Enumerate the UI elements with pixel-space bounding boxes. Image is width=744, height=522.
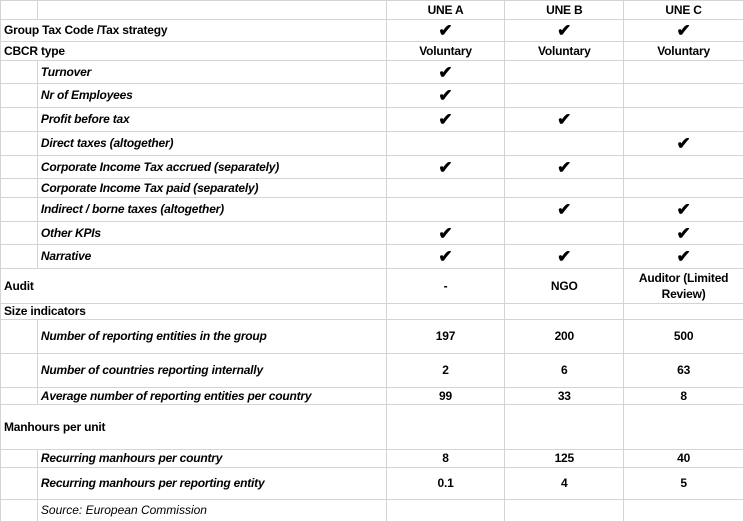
cell-value: 200	[505, 320, 624, 354]
cell-indent	[1, 500, 38, 522]
table-row-narrative	[1, 245, 744, 269]
checkmark-icon: ✔	[505, 156, 624, 179]
cell-empty	[386, 179, 505, 198]
cell-indent	[1, 354, 38, 388]
cell-value: Voluntary	[624, 42, 744, 61]
table-row-countries	[1, 354, 744, 388]
table-row-reporting-entities	[1, 320, 744, 354]
cell-value: Voluntary	[505, 42, 624, 61]
cell-indent	[1, 61, 38, 84]
cell-value: 2	[386, 354, 505, 388]
row-label-mh-country: Recurring manhours per country	[37, 450, 386, 468]
table-row-profit	[1, 108, 744, 132]
section-heading-size-indicators: Size indicators	[1, 304, 387, 320]
row-label-mh-entity: Recurring manhours per reporting entity	[37, 468, 386, 500]
cell-empty	[505, 61, 624, 84]
checkmark-icon: ✔	[386, 84, 505, 108]
cell-empty	[505, 222, 624, 245]
checkmark-icon: ✔	[505, 245, 624, 269]
table-row-source	[1, 500, 744, 522]
table-row-manhours	[1, 405, 744, 450]
table-row-mh-country	[1, 450, 744, 468]
header-row	[1, 1, 744, 20]
row-label-reporting-entities: Number of reporting entities in the group	[37, 320, 386, 354]
table-row-other-kpis	[1, 222, 744, 245]
cell-empty	[624, 156, 744, 179]
table-row-size-indicators	[1, 304, 744, 320]
checkmark-icon: ✔	[386, 108, 505, 132]
cell-value: 125	[505, 450, 624, 468]
cell-value: 63	[624, 354, 744, 388]
row-label-direct-taxes: Direct taxes (altogether)	[37, 132, 386, 156]
column-header-une-a: UNE A	[386, 1, 505, 20]
cell-value: Auditor (Limited Review)	[624, 269, 744, 304]
cell-value: 4	[505, 468, 624, 500]
table-row-turnover	[1, 61, 744, 84]
cell-indent	[1, 156, 38, 179]
cell-value: 33	[505, 388, 624, 405]
row-label-turnover: Turnover	[37, 61, 386, 84]
table-row-avg-entities	[1, 388, 744, 405]
cell-indent	[1, 222, 38, 245]
cell-indent	[1, 84, 38, 108]
cell-indent	[1, 388, 38, 405]
cell-indent	[1, 468, 38, 500]
cell-blank	[37, 1, 386, 20]
row-label-cit-paid: Corporate Income Tax paid (separately)	[37, 179, 386, 198]
cell-empty	[505, 132, 624, 156]
cell-empty	[386, 132, 505, 156]
cell-empty	[386, 405, 505, 450]
row-label-other-kpis: Other KPIs	[37, 222, 386, 245]
row-label-avg-entities: Average number of reporting entities per country	[37, 388, 386, 405]
cell-empty	[505, 405, 624, 450]
table-row-indirect-taxes	[1, 198, 744, 222]
row-label-employees: Nr of Employees	[37, 84, 386, 108]
cell-empty	[505, 84, 624, 108]
row-label-indirect-taxes: Indirect / borne taxes (altogether)	[37, 198, 386, 222]
table-row-cit-accrued	[1, 156, 744, 179]
cell-empty	[624, 500, 744, 522]
cell-value: -	[386, 269, 505, 304]
cell-value: 500	[624, 320, 744, 354]
cell-indent	[1, 320, 38, 354]
checkmark-icon: ✔	[505, 20, 624, 42]
cell-empty	[624, 61, 744, 84]
cell-indent	[1, 108, 38, 132]
cell-value: 6	[505, 354, 624, 388]
checkmark-icon: ✔	[624, 198, 744, 222]
row-label-cbcr-type: CBCR type	[1, 42, 387, 61]
checkmark-icon: ✔	[386, 245, 505, 269]
checkmark-icon: ✔	[386, 20, 505, 42]
table-row-cit-paid	[1, 179, 744, 198]
checkmark-icon: ✔	[386, 222, 505, 245]
cell-empty	[624, 405, 744, 450]
table-row-direct-taxes	[1, 132, 744, 156]
cell-empty	[624, 84, 744, 108]
column-header-une-b: UNE B	[505, 1, 624, 20]
checkmark-icon: ✔	[505, 108, 624, 132]
column-header-une-c: UNE C	[624, 1, 744, 20]
cell-empty	[386, 500, 505, 522]
table-row-cbcr-type	[1, 42, 744, 61]
checkmark-icon: ✔	[505, 198, 624, 222]
source-note: Source: European Commission	[37, 500, 386, 522]
cell-empty	[624, 108, 744, 132]
cell-empty	[386, 304, 505, 320]
checkmark-icon: ✔	[624, 20, 744, 42]
row-label-cit-accrued: Corporate Income Tax accrued (separately)	[37, 156, 386, 179]
checkmark-icon: ✔	[624, 245, 744, 269]
checkmark-icon: ✔	[386, 61, 505, 84]
cell-indent	[1, 132, 38, 156]
checkmark-icon: ✔	[624, 222, 744, 245]
cell-value: Voluntary	[386, 42, 505, 61]
row-label-narrative: Narrative	[37, 245, 386, 269]
cell-indent	[1, 179, 38, 198]
row-label-audit: Audit	[1, 269, 387, 304]
cell-empty	[505, 179, 624, 198]
cell-empty	[624, 304, 744, 320]
checkmark-icon: ✔	[386, 156, 505, 179]
cell-empty	[386, 198, 505, 222]
checkmark-icon: ✔	[624, 132, 744, 156]
row-label-group-tax: Group Tax Code /Tax strategy	[1, 20, 387, 42]
cell-value: 40	[624, 450, 744, 468]
cell-indent	[1, 450, 38, 468]
cell-empty	[624, 179, 744, 198]
section-heading-manhours: Manhours per unit	[1, 405, 387, 450]
row-label-countries: Number of countries reporting internally	[37, 354, 386, 388]
row-label-profit: Profit before tax	[37, 108, 386, 132]
cell-value: 99	[386, 388, 505, 405]
cell-value: 5	[624, 468, 744, 500]
table-row-audit	[1, 269, 744, 304]
table-row-mh-entity	[1, 468, 744, 500]
cell-value: 8	[386, 450, 505, 468]
table-row-employees	[1, 84, 744, 108]
cell-empty	[505, 304, 624, 320]
cell-blank	[1, 1, 38, 20]
cell-empty	[505, 500, 624, 522]
cell-indent	[1, 245, 38, 269]
table-row-group-tax	[1, 20, 744, 42]
cell-value: 197	[386, 320, 505, 354]
cell-value: NGO	[505, 269, 624, 304]
cell-indent	[1, 198, 38, 222]
cell-value: 0.1	[386, 468, 505, 500]
cell-value: 8	[624, 388, 744, 405]
